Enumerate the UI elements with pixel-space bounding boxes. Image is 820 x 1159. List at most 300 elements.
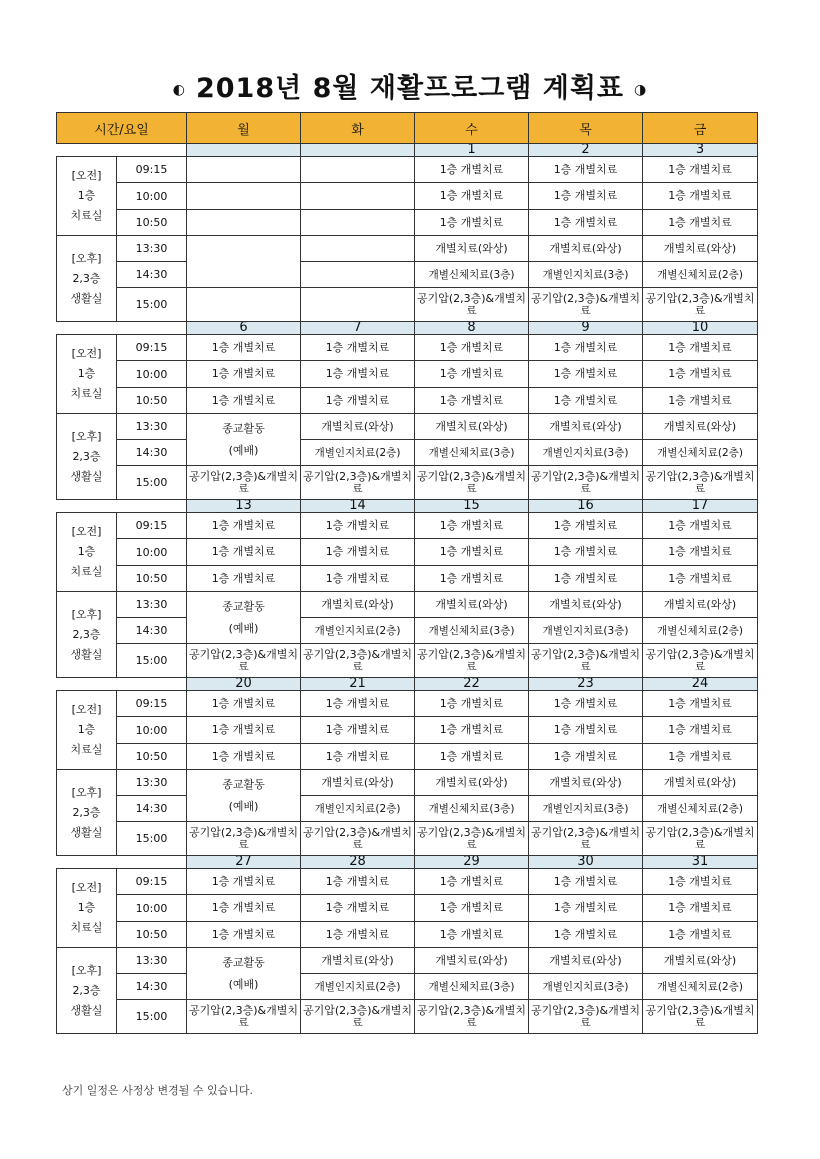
schedule-cell (301, 262, 415, 288)
schedule-cell: 개별치료(와상) (643, 948, 758, 974)
schedule-row (57, 513, 758, 539)
date-cell: 10 (643, 322, 758, 335)
schedule-cell: 1층 개별치료 (187, 539, 301, 566)
time-cell: 09:15 (117, 513, 187, 539)
schedule-cell: 1층 개별치료 (187, 691, 301, 717)
schedule-cell: 개별치료(와상) (643, 770, 758, 796)
time-block-tag: [오후] (71, 607, 102, 621)
schedule-cell: 공기압(2,3층)&개별치료 (643, 644, 758, 678)
schedule-cell: 1층 개별치료 (301, 566, 415, 592)
schedule-cell: 개별치료(와상) (643, 414, 758, 440)
time-cell: 14:30 (117, 440, 187, 466)
schedule-cell: 1층 개별치료 (415, 895, 529, 922)
time-block-tag: [오전] (71, 703, 102, 716)
schedule-row (57, 183, 758, 210)
time-block-label (57, 236, 117, 322)
schedule-cell: 공기압(2,3층)&개별치료 (643, 822, 758, 856)
schedule-cell: 1층 개별치료 (643, 869, 758, 895)
time-block-label (57, 414, 117, 500)
schedule-cell: 개별인지치료(2층) (301, 440, 415, 466)
schedule-cell: 개별치료(와상) (643, 236, 758, 262)
religion-activity: 종교활동 (222, 955, 265, 969)
schedule-cell: 1층 개별치료 (301, 895, 415, 922)
time-cell: 13:30 (117, 592, 187, 618)
time-cell: 10:50 (117, 566, 187, 592)
header-day: 월 (187, 113, 301, 144)
schedule-cell: 공기압(2,3층)&개별치료 (415, 1000, 529, 1034)
schedule-cell (187, 157, 301, 183)
time-block-tag: [오후] (71, 963, 102, 977)
schedule-cell: 1층 개별치료 (643, 361, 758, 388)
schedule-cell: 1층 개별치료 (415, 361, 529, 388)
religion-cell (187, 236, 301, 288)
schedule-row (57, 466, 758, 500)
date-cell (187, 144, 301, 157)
time-block-label (57, 592, 117, 678)
schedule-cell: 1층 개별치료 (643, 717, 758, 744)
schedule-row (57, 796, 758, 822)
time-block-label (57, 869, 117, 948)
time-cell: 13:30 (117, 236, 187, 262)
date-cell: 27 (187, 856, 301, 869)
schedule-cell: 1층 개별치료 (415, 157, 529, 183)
time-cell: 10:50 (117, 922, 187, 948)
schedule-cell: 공기압(2,3층)&개별치료 (187, 822, 301, 856)
schedule-cell: 개별치료(와상) (301, 948, 415, 974)
time-cell: 13:30 (117, 948, 187, 974)
schedule-cell: 1층 개별치료 (187, 513, 301, 539)
time-block-tag: [오후] (71, 251, 102, 265)
schedule-cell: 1층 개별치료 (529, 566, 643, 592)
time-cell: 14:30 (117, 796, 187, 822)
schedule-row (57, 210, 758, 236)
time-block-label (57, 335, 117, 414)
time-cell: 10:00 (117, 717, 187, 744)
time-block-place-line1: 2,3층 (72, 271, 101, 285)
date-cell: 29 (415, 856, 529, 869)
time-cell: 09:15 (117, 691, 187, 717)
religion-sub: (예배) (228, 621, 259, 635)
schedule-cell: 1층 개별치료 (529, 717, 643, 744)
date-cell: 3 (643, 144, 758, 157)
schedule-row (57, 440, 758, 466)
time-block-tag: [오전] (71, 525, 102, 538)
schedule-cell: 1층 개별치료 (643, 895, 758, 922)
schedule-cell: 1층 개별치료 (643, 513, 758, 539)
schedule-cell: 1층 개별치료 (529, 183, 643, 210)
header-day: 목 (529, 113, 643, 144)
date-cell: 9 (529, 322, 643, 335)
schedule-cell: 1층 개별치료 (187, 869, 301, 895)
schedule-cell: 공기압(2,3층)&개별치료 (415, 466, 529, 500)
schedule-cell: 1층 개별치료 (187, 566, 301, 592)
schedule-cell: 개별인지치료(3층) (529, 262, 643, 288)
date-cell: 2 (529, 144, 643, 157)
schedule-cell: 공기압(2,3층)&개별치료 (187, 644, 301, 678)
schedule-cell: 1층 개별치료 (301, 691, 415, 717)
date-row-spacer (57, 678, 187, 691)
date-row (57, 500, 758, 513)
religion-sub: (예배) (228, 443, 259, 457)
schedule-cell: 개별치료(와상) (529, 414, 643, 440)
time-block-tag: [오전] (71, 347, 102, 360)
religion-cell (187, 948, 301, 1000)
time-block-place-line1: 2,3층 (72, 805, 101, 819)
schedule-cell: 1층 개별치료 (415, 513, 529, 539)
schedule-cell (187, 210, 301, 236)
schedule-cell: 1층 개별치료 (301, 869, 415, 895)
schedule-cell: 개별신체치료(2층) (643, 440, 758, 466)
schedule-cell: 1층 개별치료 (301, 361, 415, 388)
schedule-cell: 1층 개별치료 (415, 210, 529, 236)
date-row (57, 144, 758, 157)
time-block-place-line2: 치료실 (70, 387, 103, 400)
schedule-cell: 1층 개별치료 (187, 335, 301, 361)
date-cell: 15 (415, 500, 529, 513)
page-title (0, 66, 820, 105)
schedule-cell: 개별치료(와상) (301, 592, 415, 618)
schedule-cell: 1층 개별치료 (529, 744, 643, 770)
schedule-cell (301, 236, 415, 262)
date-cell: 17 (643, 500, 758, 513)
time-block-place-line1: 2,3층 (72, 449, 101, 463)
schedule-cell: 개별치료(와상) (643, 592, 758, 618)
religion-sub: (예배) (228, 799, 259, 813)
schedule-cell: 1층 개별치료 (301, 388, 415, 414)
schedule-cell: 공기압(2,3층)&개별치료 (529, 1000, 643, 1034)
time-block-place-line1: 1층 (77, 901, 96, 914)
schedule-cell: 개별치료(와상) (415, 236, 529, 262)
schedule-cell: 개별인지치료(2층) (301, 796, 415, 822)
schedule-row (57, 414, 758, 440)
schedule-row (57, 566, 758, 592)
schedule-cell: 1층 개별치료 (415, 539, 529, 566)
header-day: 수 (415, 113, 529, 144)
schedule-cell: 공기압(2,3층)&개별치료 (643, 466, 758, 500)
schedule-cell: 개별치료(와상) (529, 592, 643, 618)
schedule-table (56, 112, 758, 1034)
schedule-cell: 1층 개별치료 (301, 513, 415, 539)
schedule-cell: 1층 개별치료 (529, 361, 643, 388)
schedule-row (57, 744, 758, 770)
schedule-row (57, 592, 758, 618)
schedule-cell: 공기압(2,3층)&개별치료 (529, 288, 643, 322)
date-cell: 28 (301, 856, 415, 869)
schedule-row (57, 770, 758, 796)
time-block-label (57, 948, 117, 1034)
schedule-cell: 개별인지치료(3층) (529, 440, 643, 466)
date-row-spacer (57, 500, 187, 513)
time-cell: 10:50 (117, 388, 187, 414)
date-cell: 22 (415, 678, 529, 691)
time-cell: 10:50 (117, 744, 187, 770)
schedule-cell: 개별인지치료(2층) (301, 974, 415, 1000)
schedule-cell: 1층 개별치료 (415, 922, 529, 948)
time-block-place-line2: 생활실 (70, 825, 103, 839)
bullet-icon: ◑ (634, 81, 648, 98)
schedule-cell: 1층 개별치료 (415, 717, 529, 744)
schedule-cell: 개별신체치료(3층) (415, 796, 529, 822)
religion-activity: 종교활동 (222, 777, 265, 791)
schedule-cell: 1층 개별치료 (529, 513, 643, 539)
header-time-day: 시간/요일 (57, 113, 187, 144)
time-cell: 15:00 (117, 822, 187, 856)
schedule-cell: 1층 개별치료 (643, 539, 758, 566)
footnote: 상기 일정은 사정상 변경될 수 있습니다. (62, 1084, 253, 1097)
schedule-cell: 1층 개별치료 (187, 717, 301, 744)
schedule-row (57, 974, 758, 1000)
schedule-cell: 1층 개별치료 (187, 922, 301, 948)
schedule-cell: 1층 개별치료 (529, 388, 643, 414)
date-cell: 7 (301, 322, 415, 335)
date-row (57, 678, 758, 691)
schedule-cell: 공기압(2,3층)&개별치료 (415, 288, 529, 322)
date-row-spacer (57, 322, 187, 335)
date-cell: 30 (529, 856, 643, 869)
schedule-cell: 개별치료(와상) (529, 770, 643, 796)
schedule-cell: 1층 개별치료 (301, 335, 415, 361)
schedule-cell: 개별신체치료(3층) (415, 618, 529, 644)
schedule-cell: 1층 개별치료 (529, 691, 643, 717)
schedule-cell (301, 288, 415, 322)
schedule-cell: 개별인지치료(2층) (301, 618, 415, 644)
religion-activity: 종교활동 (222, 599, 265, 613)
schedule-cell: 1층 개별치료 (529, 895, 643, 922)
schedule-cell: 1층 개별치료 (643, 744, 758, 770)
time-cell: 14:30 (117, 262, 187, 288)
schedule-cell: 1층 개별치료 (187, 744, 301, 770)
schedule-cell: 개별인지치료(3층) (529, 974, 643, 1000)
time-block-tag: [오후] (71, 429, 102, 443)
schedule-cell: 공기압(2,3층)&개별치료 (187, 1000, 301, 1034)
time-cell: 10:00 (117, 183, 187, 210)
religion-cell (187, 592, 301, 644)
schedule-cell: 1층 개별치료 (643, 691, 758, 717)
header-day: 금 (643, 113, 758, 144)
schedule-cell: 1층 개별치료 (415, 183, 529, 210)
time-block-tag: [오후] (71, 785, 102, 799)
schedule-cell: 개별치료(와상) (415, 592, 529, 618)
religion-sub: (예배) (228, 977, 259, 991)
schedule-cell: 개별신체치료(2층) (643, 796, 758, 822)
schedule-cell: 공기압(2,3층)&개별치료 (529, 644, 643, 678)
time-block-place-line2: 치료실 (70, 921, 103, 934)
schedule-cell: 1층 개별치료 (415, 335, 529, 361)
schedule-cell: 공기압(2,3층)&개별치료 (529, 822, 643, 856)
date-cell: 21 (301, 678, 415, 691)
date-cell: 8 (415, 322, 529, 335)
time-block-label (57, 513, 117, 592)
time-block-label (57, 770, 117, 856)
time-cell: 13:30 (117, 414, 187, 440)
schedule-cell: 공기압(2,3층)&개별치료 (415, 644, 529, 678)
time-cell: 09:15 (117, 335, 187, 361)
bullet-icon: ◐ (172, 81, 186, 98)
schedule-cell: 공기압(2,3층)&개별치료 (301, 822, 415, 856)
schedule-cell: 개별인지치료(3층) (529, 796, 643, 822)
time-block-place-line1: 1층 (77, 545, 96, 558)
date-row (57, 322, 758, 335)
schedule-cell: 1층 개별치료 (529, 539, 643, 566)
time-cell: 14:30 (117, 974, 187, 1000)
schedule-cell: 개별신체치료(2층) (643, 618, 758, 644)
time-cell: 10:00 (117, 895, 187, 922)
schedule-cell: 공기압(2,3층)&개별치료 (301, 1000, 415, 1034)
schedule-cell: 개별치료(와상) (415, 414, 529, 440)
schedule-cell: 1층 개별치료 (187, 895, 301, 922)
title-text: 2018년 8월 재활프로그램 계획표 (195, 73, 625, 104)
schedule-row (57, 822, 758, 856)
schedule-cell: 1층 개별치료 (529, 922, 643, 948)
time-cell: 10:50 (117, 210, 187, 236)
schedule-row (57, 288, 758, 322)
religion-cell (187, 414, 301, 466)
schedule-row (57, 691, 758, 717)
schedule-cell: 공기압(2,3층)&개별치료 (301, 466, 415, 500)
schedule-row (57, 869, 758, 895)
schedule-cell: 개별신체치료(2층) (643, 974, 758, 1000)
schedule-cell: 1층 개별치료 (643, 922, 758, 948)
schedule-cell: 개별치료(와상) (301, 414, 415, 440)
time-block-label (57, 157, 117, 236)
schedule-cell: 개별신체치료(3층) (415, 440, 529, 466)
schedule-cell: 공기압(2,3층)&개별치료 (415, 822, 529, 856)
schedule-row (57, 236, 758, 262)
schedule-cell: 1층 개별치료 (643, 566, 758, 592)
time-block-place-line2: 치료실 (70, 743, 103, 756)
schedule-cell: 1층 개별치료 (415, 869, 529, 895)
schedule-cell: 공기압(2,3층)&개별치료 (643, 1000, 758, 1034)
time-block-place-line2: 생활실 (70, 1003, 103, 1017)
schedule-row (57, 1000, 758, 1034)
time-block-place-line1: 1층 (77, 367, 96, 380)
date-cell: 1 (415, 144, 529, 157)
date-cell (301, 144, 415, 157)
date-cell: 23 (529, 678, 643, 691)
date-row (57, 856, 758, 869)
schedule-row (57, 262, 758, 288)
schedule-cell: 1층 개별치료 (187, 388, 301, 414)
time-block-tag: [오전] (71, 881, 102, 894)
schedule-cell: 1층 개별치료 (415, 388, 529, 414)
schedule-cell: 개별치료(와상) (529, 236, 643, 262)
schedule-row (57, 895, 758, 922)
schedule-cell: 1층 개별치료 (415, 691, 529, 717)
time-block-place-line2: 치료실 (70, 565, 103, 578)
time-cell: 15:00 (117, 288, 187, 322)
time-cell: 10:00 (117, 539, 187, 566)
schedule-cell: 1층 개별치료 (643, 335, 758, 361)
date-cell: 20 (187, 678, 301, 691)
schedule-cell: 공기압(2,3층)&개별치료 (529, 466, 643, 500)
time-block-place-line1: 1층 (77, 189, 96, 202)
schedule-row (57, 539, 758, 566)
schedule-cell: 공기압(2,3층)&개별치료 (301, 644, 415, 678)
schedule-row (57, 922, 758, 948)
schedule-cell: 1층 개별치료 (415, 566, 529, 592)
schedule-cell: 개별치료(와상) (415, 948, 529, 974)
schedule-cell: 1층 개별치료 (643, 157, 758, 183)
time-cell: 13:30 (117, 770, 187, 796)
date-row-spacer (57, 856, 187, 869)
schedule-cell: 공기압(2,3층)&개별치료 (643, 288, 758, 322)
schedule-cell: 1층 개별치료 (187, 361, 301, 388)
time-block-place-line2: 생활실 (70, 647, 103, 661)
time-cell: 15:00 (117, 644, 187, 678)
schedule-cell (187, 288, 301, 322)
schedule-row (57, 717, 758, 744)
time-cell: 14:30 (117, 618, 187, 644)
schedule-cell: 1층 개별치료 (643, 210, 758, 236)
schedule-row (57, 948, 758, 974)
time-block-place-line2: 생활실 (70, 291, 103, 305)
time-block-tag: [오전] (71, 169, 102, 182)
schedule-cell (301, 183, 415, 210)
schedule-cell: 개별치료(와상) (301, 770, 415, 796)
date-cell: 24 (643, 678, 758, 691)
schedule-cell: 개별치료(와상) (529, 948, 643, 974)
header-row (57, 113, 758, 144)
schedule-cell: 1층 개별치료 (301, 744, 415, 770)
religion-activity: 종교활동 (222, 421, 265, 435)
schedule-row (57, 388, 758, 414)
date-cell: 13 (187, 500, 301, 513)
time-block-place-line1: 2,3층 (72, 983, 101, 997)
schedule-row (57, 335, 758, 361)
schedule-cell: 개별인지치료(3층) (529, 618, 643, 644)
header-day: 화 (301, 113, 415, 144)
time-block-place-line2: 생활실 (70, 469, 103, 483)
schedule-cell (301, 210, 415, 236)
date-cell: 6 (187, 322, 301, 335)
date-row-spacer (57, 144, 187, 157)
schedule-cell: 개별신체치료(3층) (415, 974, 529, 1000)
time-cell: 09:15 (117, 869, 187, 895)
schedule-cell: 1층 개별치료 (643, 388, 758, 414)
schedule-cell: 공기압(2,3층)&개별치료 (187, 466, 301, 500)
time-cell: 10:00 (117, 361, 187, 388)
schedule-cell: 1층 개별치료 (529, 335, 643, 361)
schedule-row (57, 361, 758, 388)
schedule-cell: 1층 개별치료 (529, 869, 643, 895)
schedule-cell: 개별신체치료(2층) (643, 262, 758, 288)
date-cell: 31 (643, 856, 758, 869)
schedule-cell: 1층 개별치료 (415, 744, 529, 770)
schedule-row (57, 618, 758, 644)
religion-cell (187, 770, 301, 822)
schedule-cell (187, 183, 301, 210)
schedule-cell: 개별치료(와상) (415, 770, 529, 796)
schedule-cell: 1층 개별치료 (301, 922, 415, 948)
time-block-label (57, 691, 117, 770)
schedule-cell: 1층 개별치료 (529, 210, 643, 236)
schedule-cell: 개별신체치료(3층) (415, 262, 529, 288)
date-cell: 16 (529, 500, 643, 513)
schedule-cell: 1층 개별치료 (301, 539, 415, 566)
schedule-cell (301, 157, 415, 183)
schedule-row (57, 644, 758, 678)
schedule-cell: 1층 개별치료 (529, 157, 643, 183)
time-cell: 09:15 (117, 157, 187, 183)
time-block-place-line1: 2,3층 (72, 627, 101, 641)
time-cell: 15:00 (117, 466, 187, 500)
time-cell: 15:00 (117, 1000, 187, 1034)
time-block-place-line1: 1층 (77, 723, 96, 736)
schedule-row (57, 157, 758, 183)
schedule-cell: 1층 개별치료 (301, 717, 415, 744)
date-cell: 14 (301, 500, 415, 513)
time-block-place-line2: 치료실 (70, 209, 103, 222)
